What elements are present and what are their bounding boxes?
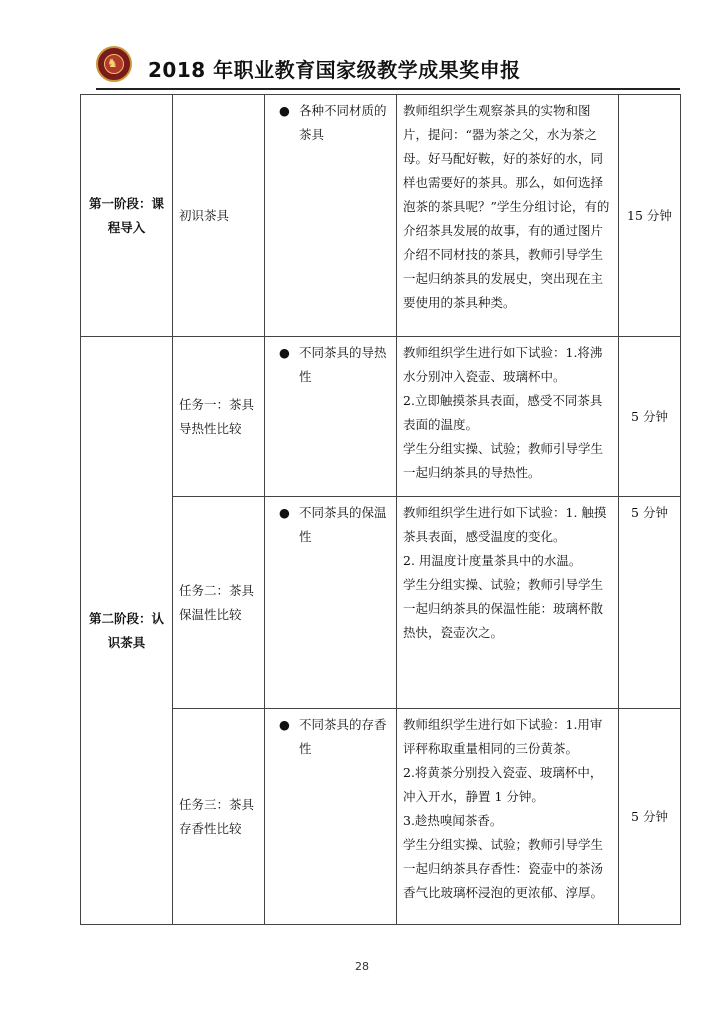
- activity-paragraph: 教师组织学生观察茶具的实物和图片，提问：“器为茶之父，水为茶之母。好马配好鞍，好的茶好的水，同样也需要好的茶具。那么，如何选择泡茶的茶具呢？”学生分组讨论，有的介绍茶具发展的故事，有的通过图片介绍不同材技的茶具，教师引导学生一起归纳茶具的发展史，突出现在主要使用的茶具种类。: [403, 103, 610, 310]
- page-number: 28: [355, 960, 369, 973]
- time-cell: 5 分钟: [619, 709, 681, 925]
- stage-label: 第一阶段：课程导入: [81, 95, 173, 337]
- activity-paragraph: 教师组织学生进行如下试验：1.用审评秤称取重量相同的三份黄茶。: [403, 717, 603, 756]
- activity-paragraph: 3.趁热嗅闻茶香。: [403, 813, 503, 828]
- time-cell: 15 分钟: [619, 95, 681, 337]
- table-row: [81, 95, 681, 337]
- page-header: [96, 44, 676, 88]
- school-seal-icon: [96, 46, 132, 82]
- bullet-icon: ●: [279, 345, 290, 360]
- bullet-icon: ●: [279, 717, 290, 732]
- task-cell: 任务二：茶具保温性比较: [173, 497, 265, 709]
- activity-cell: [397, 497, 619, 709]
- lesson-plan-table: [80, 94, 681, 925]
- key-point-text: 不同茶具的保温性: [299, 505, 387, 544]
- activity-paragraph: 学生分组实操、试验；教师引导学生一起归纳茶具的保温性能：玻璃杯散热快，瓷壶次之。: [403, 577, 604, 640]
- header-rule: [96, 88, 680, 90]
- activity-paragraph: 2. 用温度计度量茶具中的水温。: [403, 553, 582, 568]
- task-cell: 任务一：茶具导热性比较: [173, 337, 265, 497]
- key-point-cell: [265, 497, 397, 709]
- activity-cell: [397, 337, 619, 497]
- key-point-cell: [265, 709, 397, 925]
- task-cell: 初识茶具: [173, 95, 265, 337]
- bullet-icon: ●: [279, 103, 290, 118]
- time-cell: 5 分钟: [619, 497, 681, 709]
- key-point-text: 不同茶具的存香性: [299, 717, 387, 756]
- page-title: 2018 年职业教育国家级教学成果奖申报: [148, 58, 521, 82]
- key-point-text: 各种不同材质的茶具: [299, 103, 387, 142]
- key-point-cell: [265, 337, 397, 497]
- horse-emblem-icon: ♞: [107, 56, 118, 70]
- activity-paragraph: 教师组织学生进行如下试验：1. 触摸茶具表面，感受温度的变化。: [403, 505, 607, 544]
- table-row: [81, 337, 681, 497]
- activity-paragraph: 2.将黄茶分别投入瓷壶、玻璃杯中，冲入开水，静置 1 分钟。: [403, 765, 603, 804]
- activity-cell: [397, 709, 619, 925]
- activity-paragraph: 教师组织学生进行如下试验：1.将沸水分别冲入瓷壶、玻璃杯中。: [403, 345, 603, 384]
- activity-paragraph: 学生分组实操、试验；教师引导学生一起归纳茶具的导热性。: [403, 441, 604, 480]
- activity-cell: [397, 95, 619, 337]
- activity-paragraph: 学生分组实操、试验；教师引导学生一起归纳茶具存香性：瓷壶中的茶汤香气比玻璃杯浸泡的更浓郁、淳厚。: [403, 837, 604, 900]
- task-cell: 任务三：茶具存香性比较: [173, 709, 265, 925]
- activity-paragraph: 2.立即触摸茶具表面，感受不同茶具表面的温度。: [403, 393, 603, 432]
- time-cell: 5 分钟: [619, 337, 681, 497]
- key-point-text: 不同茶具的导热性: [299, 345, 387, 384]
- bullet-icon: ●: [279, 505, 290, 520]
- stage-label: 第二阶段：认识茶具: [81, 337, 173, 925]
- key-point-cell: [265, 95, 397, 337]
